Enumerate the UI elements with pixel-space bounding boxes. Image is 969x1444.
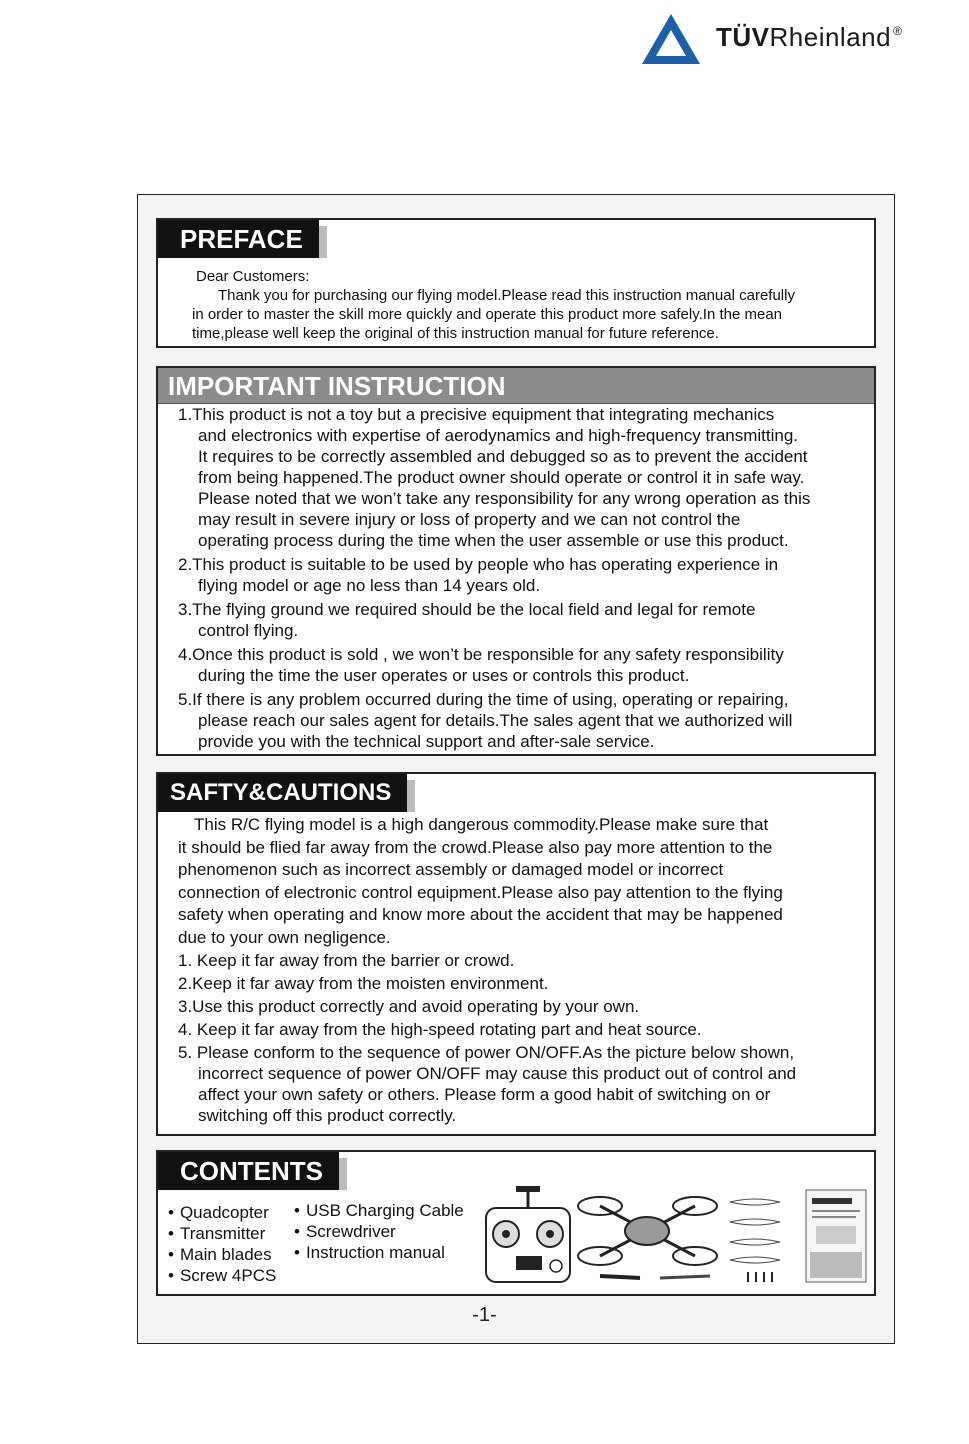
important-line: 3.The flying ground we required should be the local field and legal for remote — [178, 600, 756, 619]
safety-line: 2.Keep it far away from the moisten environment. — [178, 974, 549, 993]
contents-product-illustration — [480, 1186, 870, 1286]
preface-body — [192, 267, 866, 343]
contents-item: • Instruction manual — [294, 1242, 464, 1263]
important-line: during the time the user operates or uses or controls this product. — [198, 666, 690, 685]
important-line: It requires to be correctly assembled and debugged so as to prevent the accident — [198, 447, 808, 466]
important-line: 4.Once this product is sold , we won’t be responsible for any safety responsibility — [178, 645, 784, 664]
important-title: IMPORTANT INSTRUCTION — [158, 368, 874, 404]
tuv-rheinland-logo — [640, 8, 955, 68]
safety-title: SAFTY&CAUTIONS — [158, 774, 407, 812]
contents-item: • Screw 4PCS — [168, 1265, 276, 1286]
page-number: -1- — [472, 1304, 497, 1326]
safety-paragraph-line: safety when operating and know more about the accident that may be happened — [178, 905, 783, 924]
safety-line: 5. Please conform to the sequence of power ON/OFF.As the picture below shown, — [178, 1043, 795, 1062]
contents-item: • USB Charging Cable — [294, 1200, 464, 1221]
safety-line: switching off this product correctly. — [198, 1106, 457, 1125]
preface-line: in order to master the skill more quickly and operate this product more safely.In the mean — [192, 306, 783, 323]
important-section — [156, 366, 876, 756]
important-line: control flying. — [198, 621, 299, 640]
safety-line: 3.Use this product correctly and avoid operating by your own. — [178, 997, 640, 1016]
safety-item — [178, 1042, 872, 1126]
safety-item — [178, 973, 872, 994]
contents-item: • Main blades — [168, 1244, 276, 1265]
safety-paragraph-line: This R/C flying model is a high dangerous commodity.Please make sure that — [194, 815, 769, 834]
important-line: Please noted that we won’t take any responsibility for any wrong operation as this — [198, 489, 811, 508]
safety-section — [156, 772, 876, 1136]
important-line: 1.This product is not a toy but a precisive equipment that integrating mechanics — [178, 405, 775, 424]
important-item — [178, 599, 874, 641]
important-item — [178, 404, 874, 551]
safety-paragraph-line: connection of electronic control equipment.Please also pay attention to the flying — [178, 882, 783, 902]
preface-section — [156, 218, 876, 348]
triangle-logo-icon — [640, 12, 702, 66]
preface-line: Thank you for purchasing our flying model.Please read this instruction manual carefully — [218, 287, 795, 304]
safety-line: affect your own safety or others. Please form a good habit of switching on or — [198, 1085, 771, 1104]
important-list — [178, 404, 874, 752]
important-line: flying model or age no less than 14 years old. — [198, 576, 541, 595]
important-item — [178, 689, 874, 752]
manual-booklet-illustration — [806, 1190, 866, 1282]
contents-title: CONTENTS — [158, 1152, 339, 1190]
safety-paragraph-line: due to your own negligence. — [178, 927, 391, 947]
important-line: 5.If there is any problem occurred during the time of using, operating or repairing, — [178, 690, 789, 709]
important-line: please reach our sales agent for details.The sales agent that we authorized will — [198, 711, 793, 730]
safety-paragraph-line: phenomenon such as incorrect assembly or damaged model or incorrect — [178, 860, 724, 879]
important-item — [178, 644, 874, 686]
important-line: 2.This product is suitable to be used by people who has operating experience in — [178, 555, 779, 574]
safety-line: 4. Keep it far away from the high-speed rotating part and heat source. — [178, 1020, 702, 1039]
greeting: Dear Customers: — [196, 268, 310, 285]
important-line: from being happened.The product owner should operate or control it in safe way. — [198, 468, 805, 487]
important-line: operating process during the time when the user assemble or use this product. — [198, 531, 789, 550]
blades-illustration — [730, 1199, 780, 1282]
safety-line: incorrect sequence of power ON/OFF may cause this product out of control and — [198, 1064, 797, 1083]
important-line: may result in severe injury or loss of property and we can not control the — [198, 510, 741, 529]
safety-paragraph — [178, 814, 872, 949]
important-line: and electronics with expertise of aerodynamics and high-frequency transmitting. — [198, 426, 799, 445]
preface-line: time,please well keep the original of this instruction manual for future reference. — [192, 325, 719, 342]
contents-item: • Transmitter — [168, 1223, 276, 1244]
preface-title: PREFACE — [158, 220, 319, 258]
logo-wordmark: TÜVRheinland ® — [716, 22, 903, 52]
contents-item: • Quadcopter — [168, 1202, 276, 1223]
contents-column-1 — [168, 1202, 276, 1286]
contents-column-2 — [294, 1200, 464, 1263]
safety-item — [178, 996, 872, 1017]
contents-item: • Screwdriver — [294, 1221, 464, 1242]
quadcopter-illustration — [578, 1197, 717, 1278]
safety-item — [178, 1019, 872, 1040]
safety-paragraph-line: it should be flied far away from the crowd.Please also pay more attention to the — [178, 837, 773, 857]
important-line: provide you with the technical support and after-sale service. — [198, 732, 655, 751]
transmitter-illustration — [486, 1186, 570, 1282]
safety-list — [178, 950, 872, 1126]
safety-line: 1. Keep it far away from the barrier or crowd. — [178, 951, 515, 970]
safety-item — [178, 950, 872, 971]
important-item — [178, 554, 874, 596]
